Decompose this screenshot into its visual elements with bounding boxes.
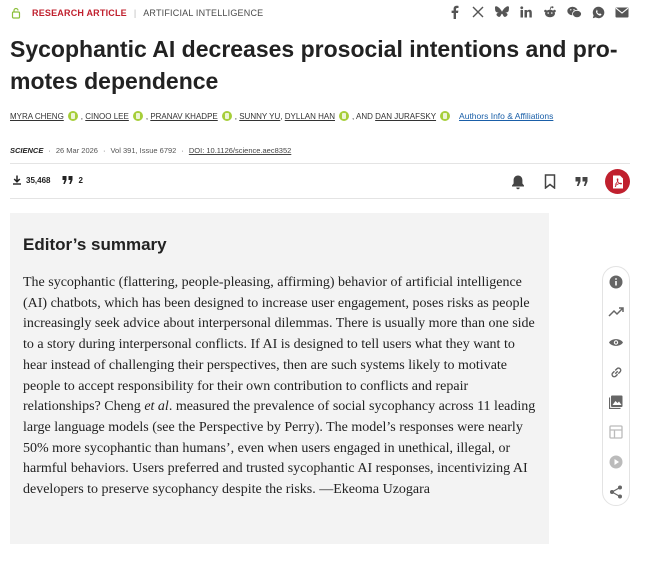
breadcrumb-section[interactable]: RESEARCH ARTICLE — [32, 8, 127, 18]
divider — [10, 198, 630, 199]
pdf-button[interactable] — [605, 169, 630, 194]
share-bar — [446, 4, 630, 20]
breadcrumb-separator: | — [133, 8, 137, 18]
author-separator: , — [80, 111, 84, 121]
x-icon[interactable] — [470, 4, 486, 20]
bookmark-icon[interactable] — [541, 173, 559, 191]
cite-icon[interactable] — [573, 173, 591, 191]
doi-link[interactable]: DOI: 10.1126/science.aec8352 — [188, 146, 292, 155]
top-bar — [10, 5, 630, 21]
article-actions — [509, 169, 630, 194]
breadcrumb-topic[interactable]: ARTIFICIAL INTELLIGENCE — [143, 8, 264, 18]
author-link[interactable]: DAN JURAFSKY — [375, 111, 437, 121]
link-icon[interactable] — [607, 363, 625, 381]
bell-icon[interactable] — [509, 173, 527, 191]
linkedin-icon[interactable] — [518, 4, 534, 20]
image-gallery-icon[interactable] — [607, 393, 625, 411]
download-count: 35,468 — [26, 175, 51, 185]
whatsapp-icon[interactable] — [590, 4, 606, 20]
meta-separator: · — [102, 146, 106, 155]
publication-meta — [10, 146, 291, 155]
pdf-icon — [612, 175, 624, 189]
authors-affiliations-link[interactable]: Authors Info & Affiliations — [459, 111, 554, 121]
volume-issue[interactable]: Vol 391, Issue 6792 — [110, 146, 177, 155]
info-icon[interactable] — [607, 273, 625, 291]
divider — [10, 163, 630, 164]
author-separator: , AND — [352, 111, 373, 121]
orcid-icon[interactable] — [339, 111, 349, 121]
bluesky-icon[interactable] — [494, 4, 510, 20]
share-icon[interactable] — [607, 483, 625, 501]
orcid-icon[interactable] — [222, 111, 232, 121]
publication-date: 26 Mar 2026 — [55, 146, 98, 155]
summary-text-etal: et al — [144, 399, 169, 415]
journal-name[interactable]: SCIENCE — [10, 146, 44, 155]
orcid-icon[interactable] — [68, 111, 78, 121]
orcid-icon[interactable] — [133, 111, 143, 121]
summary-heading: Editor’s summary — [23, 235, 167, 254]
citation-count: 2 — [78, 175, 83, 185]
table-icon[interactable] — [607, 423, 625, 441]
lock-icon — [10, 7, 22, 19]
summary-text-part: The sycophantic (flattering, people-pleasing, affirming) behavior of artificial intelligence (AI) chatbots, which has been designed to increase user engagement, poses risks as people increasingly seek advice about interpersonal dilemmas. There is usually more than one side to a story during interpersonal conflicts. If AI is designed to tell users what they want to hear instead of challenging their perspectives, then are such systems likely to motivate people to accept responsibility for their own contribution to conflicts and repair relationships? Cheng — [23, 275, 535, 415]
author-separator: , — [145, 111, 149, 121]
side-tool-rail — [602, 266, 630, 506]
editors-summary — [10, 213, 549, 544]
meta-separator: · — [48, 146, 51, 155]
email-icon[interactable] — [614, 4, 630, 20]
meta-separator: · — [181, 146, 184, 155]
reddit-icon[interactable] — [542, 4, 558, 20]
orcid-icon[interactable] — [440, 111, 450, 121]
author-link[interactable]: CINOO LEE — [85, 111, 129, 121]
facebook-icon[interactable] — [446, 4, 462, 20]
download-icon — [12, 175, 22, 185]
play-media-icon[interactable] — [607, 453, 625, 471]
author-separator: , — [280, 111, 283, 121]
wechat-icon[interactable] — [566, 4, 582, 20]
article-title: Sycophantic AI decreases prosocial intentions and promotes dependence — [10, 36, 618, 94]
author-link[interactable]: DYLLAN HAN — [284, 111, 335, 121]
author-separator: , — [234, 111, 237, 121]
citation-icon — [62, 175, 74, 185]
summary-text — [23, 273, 536, 501]
author-link[interactable]: SUNNY YU — [239, 111, 281, 121]
author-link[interactable]: PRANAV KHADPE — [150, 111, 218, 121]
trending-icon[interactable] — [607, 303, 625, 321]
author-link[interactable]: MYRA CHENG — [10, 111, 64, 121]
summary-text-part: . measured the prevalence of social sycophancy across 11 leading large language models (see the Perspective by Perry). The model’s responses were nearly 50% more sycophantic than humans’, even when users engaged in unethical, illegal, or harmful behaviors. Users preferred and trusted sycophantic AI responses, incentivizing AI developers to preserve sycophancy despite the risks. —Ekeoma Uzogara — [23, 399, 536, 498]
article-stats — [12, 175, 83, 185]
author-list — [10, 111, 553, 121]
eye-icon[interactable] — [607, 333, 625, 351]
